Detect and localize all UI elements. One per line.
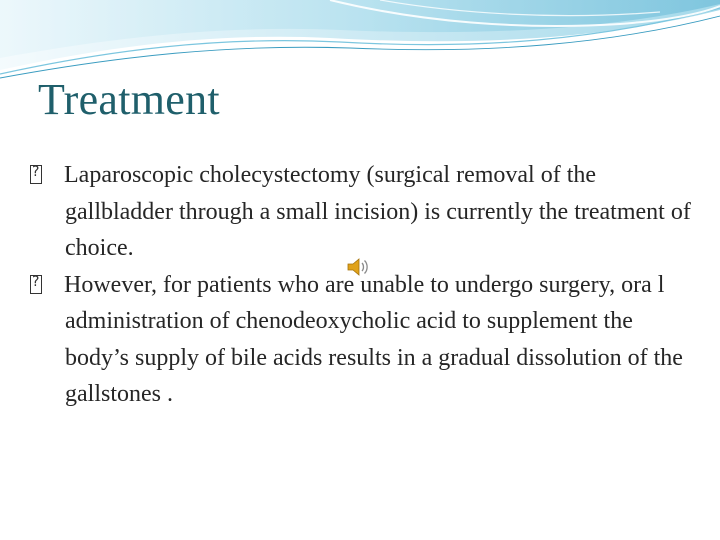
bullet-glyph-icon	[30, 157, 65, 194]
speaker-icon[interactable]	[345, 256, 371, 278]
bullet-text: Laparoscopic cholecystectomy (surgical removal of the gallbladder through a small incision) is currently the treatment of choice.	[64, 162, 691, 261]
bullet-item	[30, 157, 700, 267]
bullet-glyph-icon	[30, 267, 65, 304]
bullet-text: However, for patients who are unable to undergo surgery, ora l administration of chenodeoxycholic acid to supplement the body’s supply of bile acids results in a gradual dissolution of the gallstones .	[64, 271, 683, 407]
slide-title: Treatment	[38, 75, 220, 124]
bullet-item	[30, 267, 700, 413]
bullet-list	[30, 157, 700, 413]
